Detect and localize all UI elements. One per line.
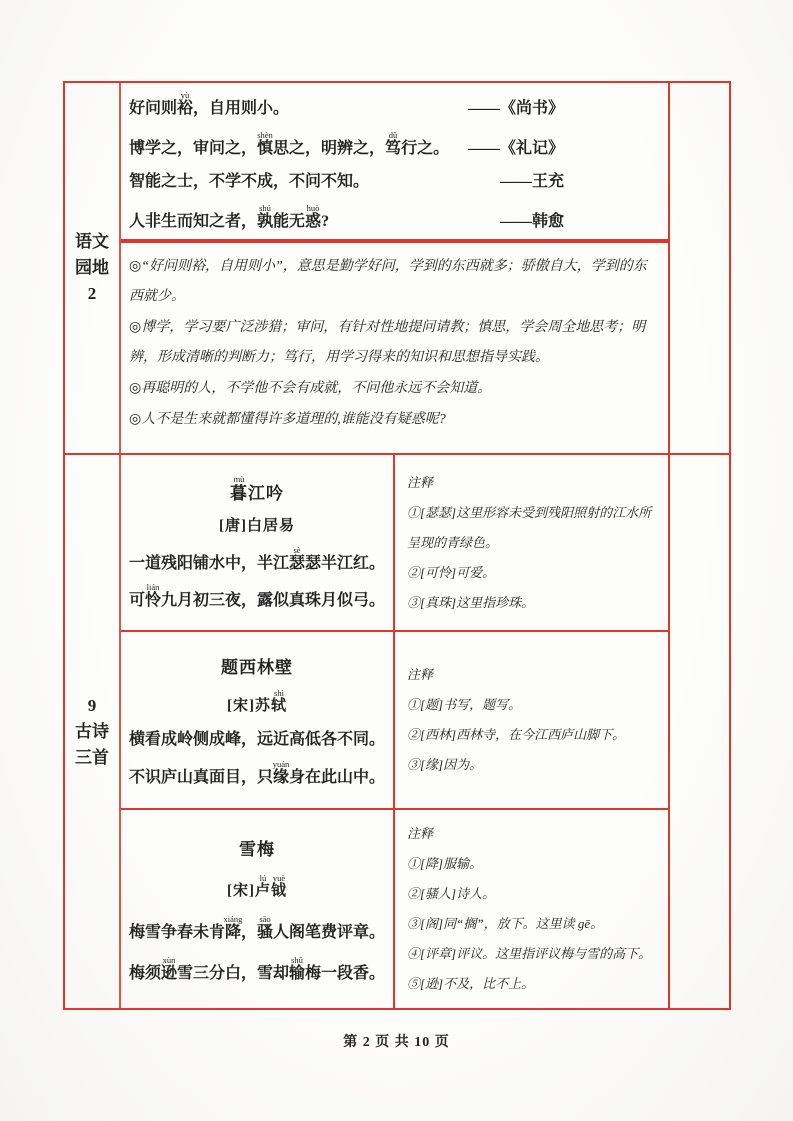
note-item: ①[瑟瑟]这里形容未受到残阳照射的江水所呈现的青绿色。 [407,504,652,550]
note-item: ②[骚人]诗人。 [407,886,496,901]
poem2-notes [395,632,668,810]
note-item: ③[阁]同“搁”，放下。这里读 gē。 [407,916,604,931]
page-number-indicator: 第 2 页 共 10 页 [343,1035,450,1050]
poem-title: 雪梅 [239,839,275,859]
quote-text: 人非生而知之者，孰shú能无惑huò? [129,203,330,230]
poem-line: 横看成岭侧成峰，远近高低各不同。 [128,731,385,748]
notes-heading: 注释 [407,826,434,841]
note-item: ②[西林]西林寺，在今江西庐山脚下。 [407,727,626,742]
note-item: ①[降]服输。 [407,856,483,871]
explanations-section [121,243,668,455]
poem-xuemei [121,810,395,1008]
poem-line: 可怜lián九月初三夜，露似真珠月似弓。 [128,581,386,609]
quote-source: ——韩愈 [499,213,564,230]
note-item: ⑤[逊]不及，比不上。 [407,976,535,991]
explanation-item: ◎博学，学习要广泛涉猎；审问，有针对性地提问请教；慎思，学会周全地思考；明辨，形成清晰的判断力；笃行，用学习得来的知识和思想指导实践。 [129,320,646,365]
poem-line: 一道残阳铺水中，半江瑟sè瑟半江红。 [128,544,386,572]
note-item: ②[可怜]可爱。 [407,564,496,580]
quote-row [129,91,564,120]
quote-text: 博学之，审问之，慎shèn思之，明辨之，笃dǔ行之。 [129,130,450,157]
note-item: ①[题]书写，题写。 [407,697,522,712]
notes-heading: 注释 [407,667,434,682]
quote-source: ——《礼记》 [467,140,564,157]
notes-heading: 注释 [407,474,434,490]
unit1-row-label [65,83,121,455]
poem-author: [宋]卢lú钺yuè [226,873,288,900]
unit1-label-line: 2 [87,284,97,303]
unit2-label-line: 三首 [75,747,109,767]
right-margin-column-top [668,83,729,455]
unit2-label-line: 9 [87,695,97,715]
poem-title: 暮mù江吟 [230,474,284,504]
quote-source: ——《尚书》 [467,100,564,117]
unit2-row-label [65,455,121,1008]
poem-line: 不识庐山真面目，只缘yuán身在此山中。 [128,759,386,786]
poem-tixilinbi [121,632,395,810]
poem1-notes [395,455,668,632]
poem-mujiangyin [121,455,395,632]
poem-title: 题西林壁 [221,658,293,677]
note-item: ③[真珠]这里指珍珠。 [407,594,535,610]
study-notes-table [63,81,731,1010]
unit1-label-line: 语文 [75,232,109,251]
quote-row [129,131,564,160]
poem-line: 梅须逊xùn雪三分白，雪却输shū梅一段香。 [128,955,386,983]
quotes-section [121,83,668,243]
quote-source: ——王充 [499,173,564,190]
explanation-item: ◎“好问则裕，自用则小”，意思是勤学好问，学到的东西就多；骄傲自大，学到的东西就少。 [129,259,647,304]
right-margin-column-bottom [668,455,729,1008]
poem3-notes [395,810,668,1008]
unit1-label-line: 园地 [75,258,109,277]
poem-author: [唐]白居易 [219,518,295,535]
quote-text: 智能之士，不学不成，不问不知。 [129,173,370,190]
note-item: ④[评章]评议。这里指评议梅与雪的高下。 [407,946,652,961]
quote-text: 好问则裕yù，自用则小。 [129,90,290,117]
unit2-label-line: 古诗 [75,721,109,741]
explanation-item: ◎再聪明的人，不学他不会有成就，不问他永远不会知道。 [129,381,492,396]
note-item: ③[缘]因为。 [407,757,483,772]
quote-row [129,204,564,233]
poem-author: [宋]苏轼shì [226,688,287,714]
quote-row [129,171,564,193]
poem-line: 梅雪争春未肯降xiáng，骚sāo人阁笔费评章。 [128,913,386,941]
explanation-item: ◎人不是生来就都懂得许多道理的,谁能没有疑惑呢? [129,412,446,427]
